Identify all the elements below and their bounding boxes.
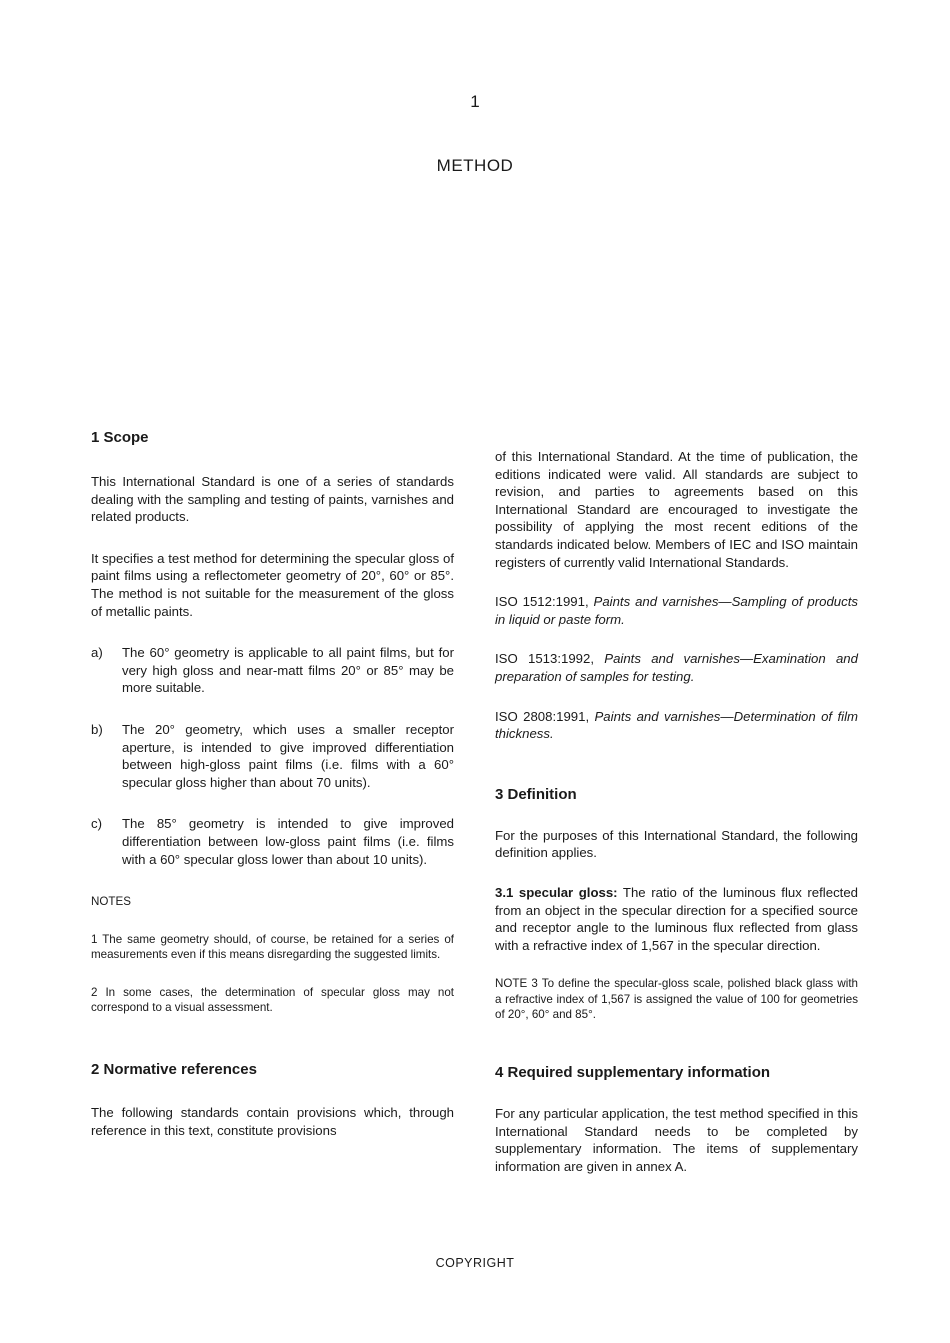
supplementary-paragraph: For any particular application, the test method specified in this International Standard needs to be completed by supplementary information. The items of supplementary information are given in annex A. [495,1106,858,1174]
section-1-heading: 1 Scope [91,429,149,446]
reference-code: ISO 1512:1991, [495,594,594,610]
section-2-heading: 2 Normative references [91,1061,257,1079]
normative-paragraph-continued: of this International Standard. At the time of publication, the editions indicated were valid. All standards are subject to revision, and parties to agreements based on this International Standard are encouraged to investigate the possibility of applying the most recent editions of the standards indicated below. Members of IEC and ISO maintain registers of currently valid International Standards. [495,449,858,570]
list-item-label: c) [91,816,102,832]
left-column [91,428,454,1139]
page-number: 1 [470,92,480,111]
list-item-c [91,815,454,868]
normative-paragraph-start: The following standards contain provisions which, through reference in this text, constitute provisions [91,1105,454,1138]
note-1: 1 The same geometry should, of course, be retained for a series of measurements even if this means disregarding the suggested limits. [91,932,454,962]
note-3: NOTE 3 To define the specular-gloss scale, polished black glass with a refractive index of 1,567 is assigned the value of 100 for geometries of 20°, 60° and 85°. [495,977,858,1022]
section-3-heading: 3 Definition [495,785,577,803]
scope-paragraph-2: It specifies a test method for determining the specular gloss of paint films using a reflectometer geometry of 20°, 60° or 85°. The method is not suitable for the measurement of the gloss of metallic paints. [91,550,454,619]
reference-iso-1512 [495,593,858,628]
scope-paragraph-1: This International Standard is one of a series of standards dealing with the sampling and testing of paints, varnishes and related products. [91,474,454,525]
reference-title: Paints and varnishes—Sampling of products in liquid or paste form. [495,594,858,627]
reference-title: Paints and varnishes—Examination and preparation of samples for testing. [495,651,858,684]
reference-title: Paints and varnishes—Determination of film thickness. [495,708,858,742]
reference-iso-2808 [495,708,858,743]
list-item-a [91,644,454,697]
list-item-text: The 60° geometry is applicable to all paint films, but for very high gloss and near-matt films 20° or 85° may be more suitable. [122,645,454,696]
definition-specular-gloss [495,884,858,954]
right-column [495,448,858,1175]
section-4-heading: 4 Required supplementary information [495,1064,771,1082]
reference-code: ISO 2808:1991, [495,708,595,724]
reference-iso-1513 [495,650,858,685]
list-item-text: The 20° geometry, which uses a smaller receptor aperture, is intended to give improved differentiation between high-gloss paint films (i.e. films with a 60° specular gloss higher than about 70 units). [122,721,454,790]
reference-code: ISO 1513:1992, [495,651,605,667]
footer-copyright: COPYRIGHT [435,1256,515,1270]
list-item-label: a) [91,645,103,661]
page-title: METHOD [436,156,514,175]
list-item-label: b) [91,721,103,737]
definition-intro: For the purposes of this International Standard, the following definition applies. [495,827,858,861]
definition-term: 3.1 specular gloss: [495,884,618,900]
list-item-text: The 85° geometry is intended to give improved differentiation between low-gloss paint films (i.e. films with a 60° specular gloss lower than about 10 units). [122,816,454,867]
note-2: 2 In some cases, the determination of specular gloss may not correspond to a visual assessment. [91,985,454,1015]
definition-text: The ratio of the luminous flux reflected from an object in the specular direction for a specified source and receptor angle to the luminous flux reflected from glass with a refractive index of 1,567 in the specular direction. [495,884,858,953]
notes-heading: NOTES [91,895,131,909]
list-item-b [91,721,454,791]
